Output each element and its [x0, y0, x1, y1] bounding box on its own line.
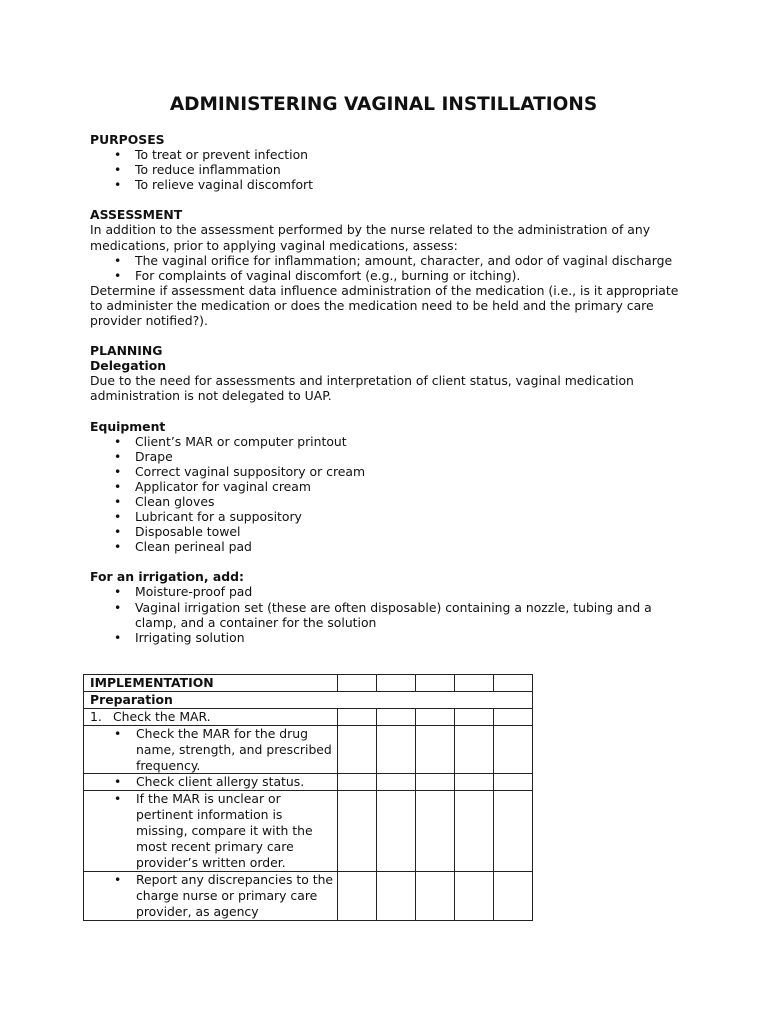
table-row — [84, 774, 533, 791]
table-cell — [494, 791, 533, 872]
delegation-text: Due to the need for assessments and interpretation of client status, vaginal medication administration is not delegated to UAP. — [90, 373, 634, 404]
table-cell — [455, 871, 494, 920]
sub-item-cell — [84, 725, 338, 774]
table-cell — [338, 675, 377, 692]
table-cell — [455, 725, 494, 774]
table-cell — [416, 675, 455, 692]
implementation-heading: IMPLEMENTATION — [84, 675, 338, 692]
irrigation-heading: For an irrigation, add: — [90, 569, 244, 585]
list-item: • If the MAR is unclear or pertinent information is missing, compare it with the most recent primary care provider’s written order. — [90, 791, 337, 871]
list-item: • Disposable towel — [90, 524, 690, 539]
list-item: • Vaginal irrigation set (these are often disposable) containing a nozzle, tubing and a clamp, and a container for the solution — [90, 600, 690, 630]
list-item: • To relieve vaginal discomfort — [90, 177, 690, 192]
list-item: • Check the MAR for the drug name, strength, and prescribed frequency. — [90, 726, 337, 774]
table-cell — [377, 725, 416, 774]
irrigation-list — [90, 584, 690, 644]
table-cell — [416, 725, 455, 774]
list-item: • Report any discrepancies to the charge nurse or primary care provider, as agency — [90, 872, 337, 920]
table-cell — [338, 725, 377, 774]
table-cell — [494, 708, 533, 725]
table-cell — [455, 791, 494, 872]
table-cell — [377, 774, 416, 791]
table-cell — [494, 725, 533, 774]
step-text: Check the MAR. — [113, 708, 211, 724]
table-cell — [377, 675, 416, 692]
document-title: ADMINISTERING VAGINAL INSTILLATIONS — [169, 94, 598, 115]
sub-item-cell — [84, 774, 338, 791]
list-item: • Clean perineal pad — [90, 539, 690, 554]
table-cell — [416, 871, 455, 920]
table-cell — [416, 774, 455, 791]
assessment-list — [90, 253, 690, 283]
list-item: • Correct vaginal suppository or cream — [90, 464, 690, 479]
preparation-heading: Preparation — [84, 691, 533, 708]
list-item: • Drape — [90, 449, 690, 464]
list-item: • Moisture-proof pad — [90, 584, 690, 599]
table-cell — [377, 708, 416, 725]
assessment-heading: ASSESSMENT — [90, 207, 183, 223]
list-item: • Lubricant for a suppository — [90, 509, 690, 524]
list-item: • To reduce inflammation — [90, 162, 690, 177]
step-number: 1. — [90, 708, 102, 724]
assessment-intro: In addition to the assessment performed by the nurse related to the administration of any medications, prior to applying vaginal medications, assess: — [90, 222, 651, 253]
list-item: • Client’s MAR or computer printout — [90, 434, 690, 449]
table-cell — [338, 791, 377, 872]
list-item: • The vaginal orifice for inflammation; amount, character, and odor of vaginal discharge — [90, 253, 690, 268]
table-cell — [338, 871, 377, 920]
table-cell — [494, 774, 533, 791]
list-item: • Applicator for vaginal cream — [90, 479, 690, 494]
table-row — [84, 871, 533, 920]
table-row — [84, 708, 533, 725]
planning-heading: PLANNING — [90, 343, 163, 359]
table-cell — [494, 675, 533, 692]
list-item: • Irrigating solution — [90, 630, 690, 645]
list-item: • To treat or prevent infection — [90, 147, 690, 162]
table-cell — [455, 675, 494, 692]
purposes-list — [90, 147, 690, 192]
purposes-heading: PURPOSES — [90, 132, 165, 147]
list-item: • Clean gloves — [90, 494, 690, 509]
document-page — [90, 94, 690, 645]
implementation-table — [83, 674, 533, 921]
table-cell — [338, 774, 377, 791]
table-row — [84, 791, 533, 872]
table-cell — [494, 871, 533, 920]
table-cell — [455, 708, 494, 725]
step-cell — [84, 708, 338, 725]
sub-item-cell — [84, 871, 338, 920]
table-cell — [377, 791, 416, 872]
table-cell — [338, 708, 377, 725]
table-cell — [416, 791, 455, 872]
table-row — [84, 691, 533, 708]
equipment-heading: Equipment — [90, 418, 166, 434]
list-item: • Check client allergy status. — [90, 774, 337, 790]
table-cell — [416, 708, 455, 725]
table-row — [84, 725, 533, 774]
sub-item-cell — [84, 791, 338, 872]
equipment-list — [90, 434, 690, 555]
assessment-determine: Determine if assessment data influence administration of the medication (i.e., is it appropriate to administer the medication or does the medication need to be held and the primary care provider notified?). — [90, 282, 679, 329]
table-cell — [455, 774, 494, 791]
table-row — [84, 675, 533, 692]
list-item: • For complaints of vaginal discomfort (e.g., burning or itching). — [90, 268, 690, 283]
table-cell — [377, 871, 416, 920]
delegation-heading: Delegation — [90, 358, 167, 374]
